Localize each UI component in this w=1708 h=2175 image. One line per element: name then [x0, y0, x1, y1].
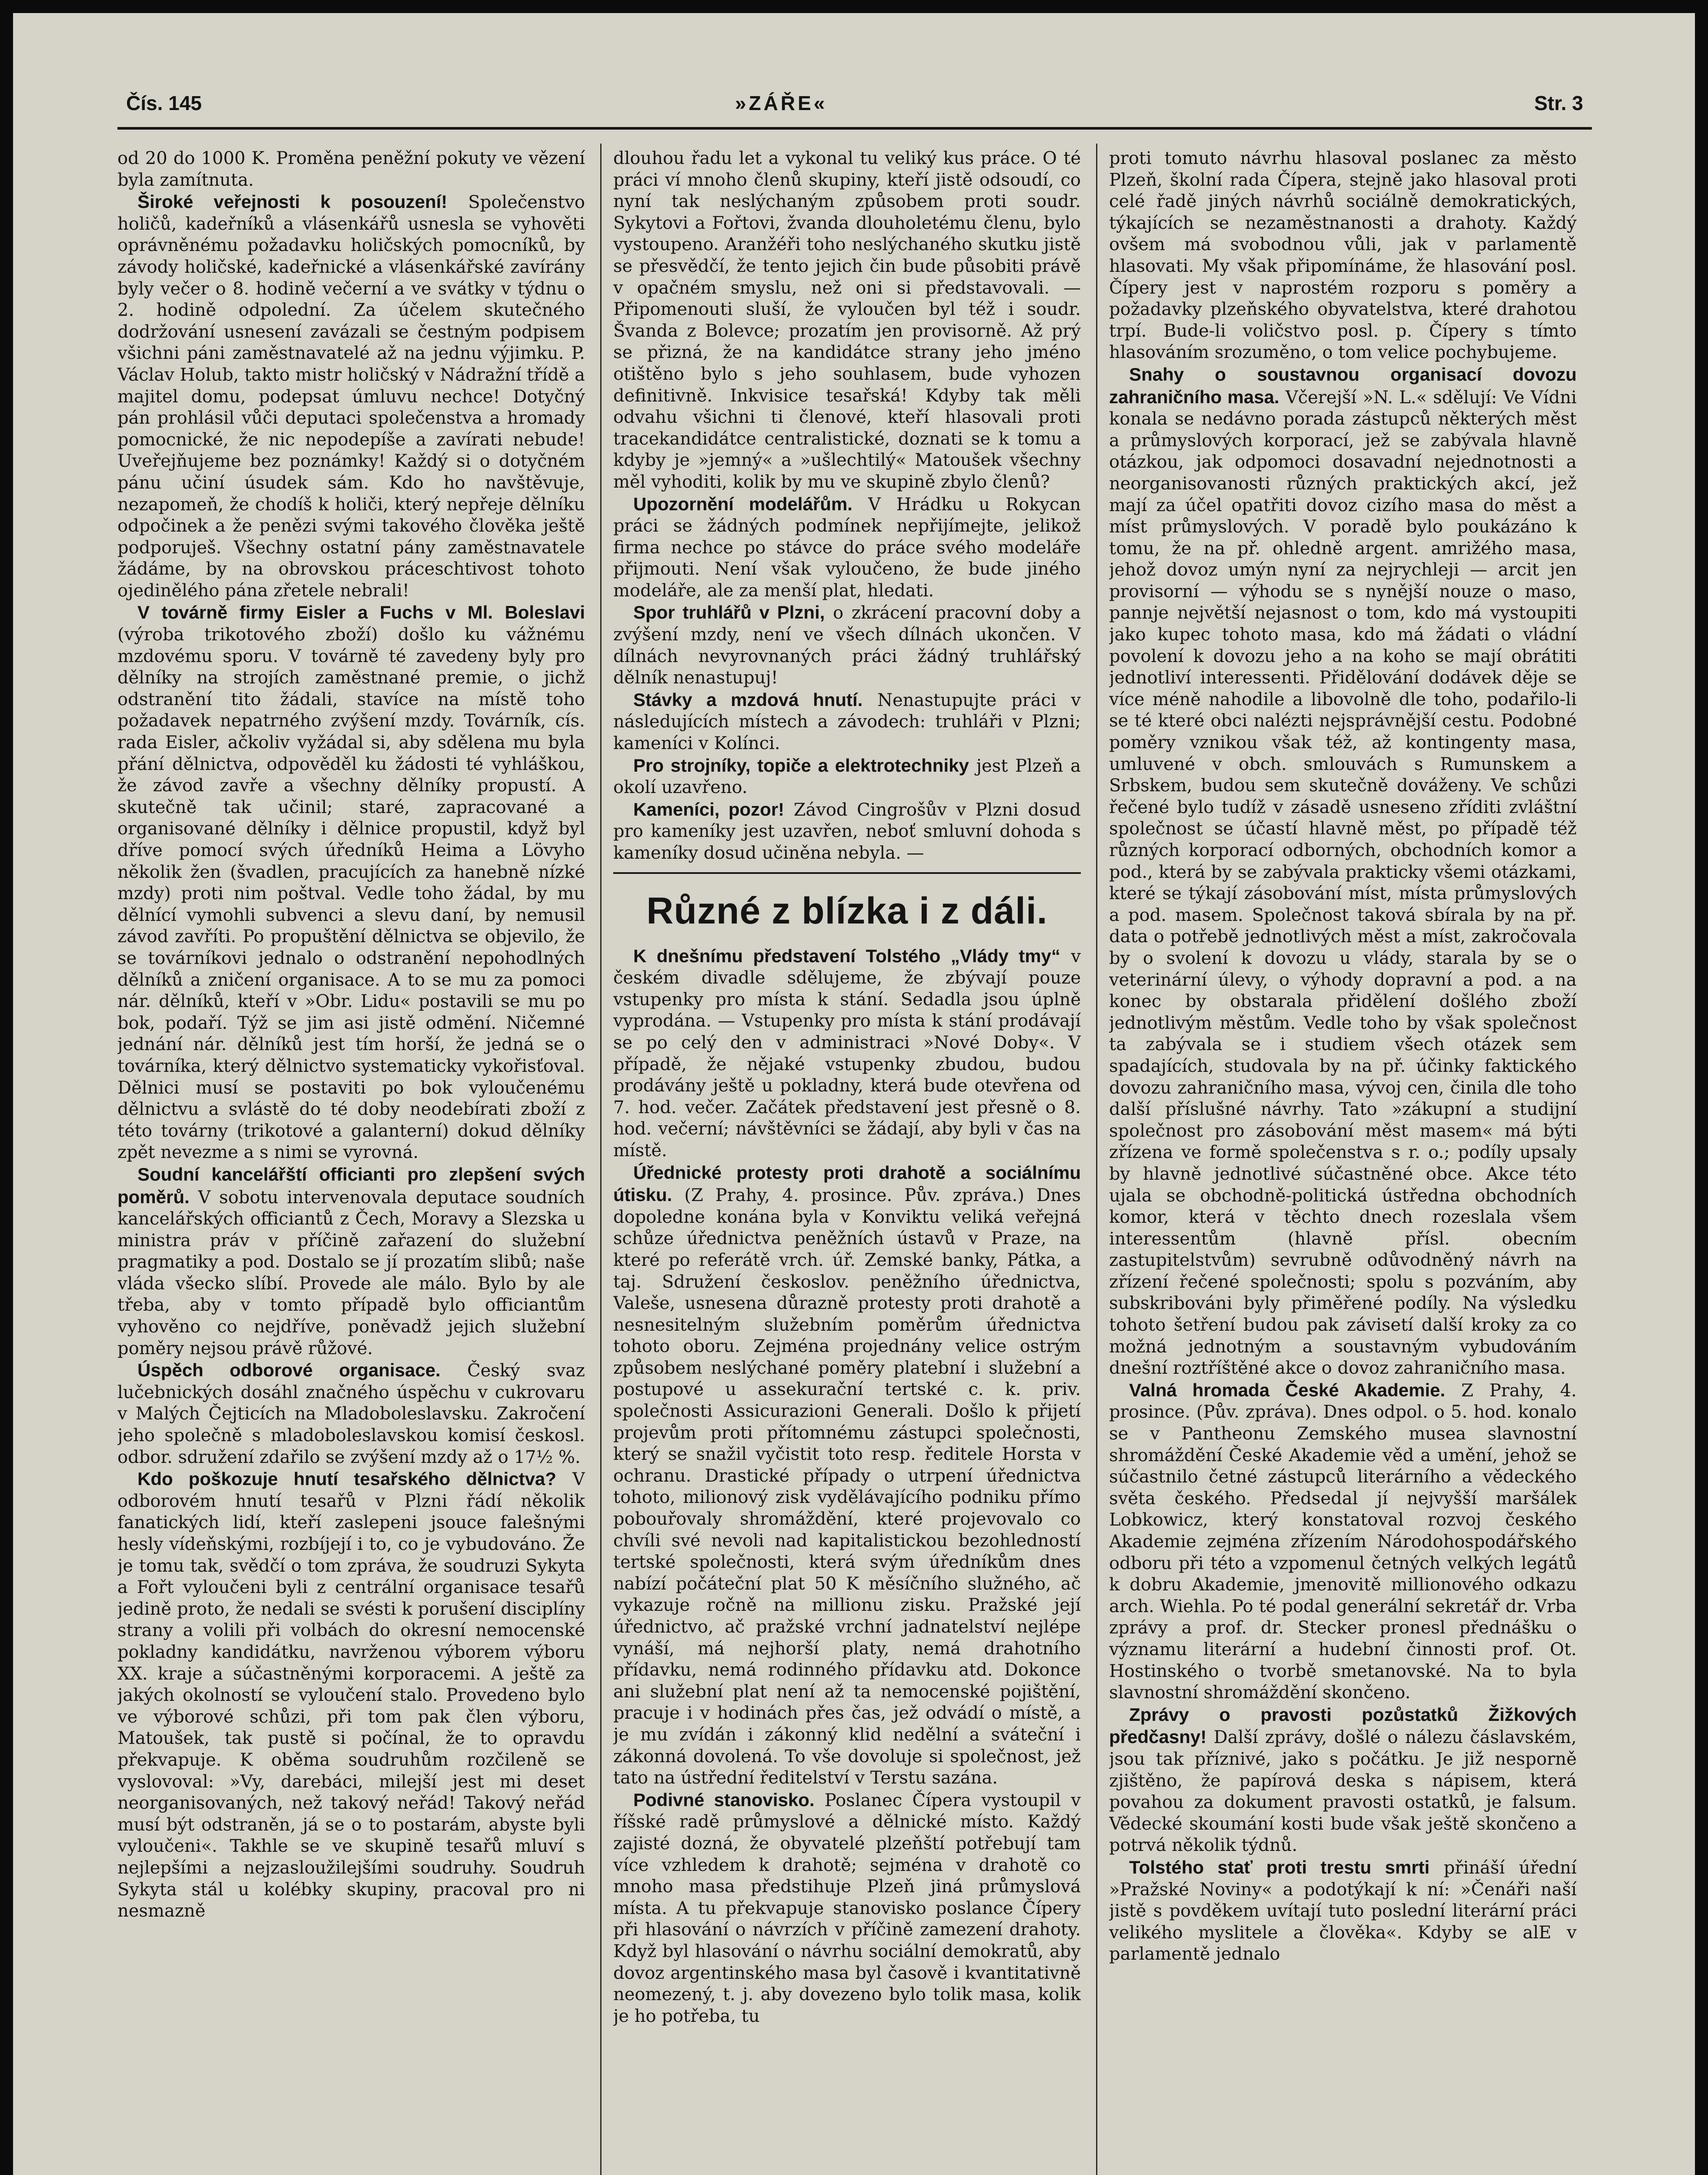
- article-heading: Podivné stanovisko.: [633, 1789, 815, 1810]
- article-text: Nenastupujte práci v následujících místech a závodech: truhláři v Plzni; kameníci v Kolínci.: [613, 690, 1081, 754]
- article-joiners: [613, 602, 1081, 689]
- article-court-officials: [117, 1164, 585, 1359]
- header-rule: [117, 127, 1592, 130]
- article-text: V sobotu intervenovala deputace soudních kancelářských officiantů z Čech, Moravy a Slezska u ministra práv v příčině zařazení do služební pragmatiky a pod. Dostalo se jí prozatím slibů; naše vláda všecko slíbí. Provede ale málo. Bylo by ale třeba, aby v tomto případě bylo officiantům vyhověno co nejdříve, poněvadž jejich služební poměry nejsou právě růžové.: [117, 1187, 585, 1359]
- column-1: [117, 148, 585, 2175]
- article-text: přináší úřední »Pražské Noviny« a podotýkají k ní: »Čenáři naší jistě s povděkem uvítají tuto poslední literární práci velikého myslitele a člověka«. Kdyby se alE v parlamentě jednalo: [1109, 1857, 1577, 1964]
- article-zizka-remains: [1109, 1704, 1577, 1857]
- page-number: Čís. 145: [126, 92, 202, 114]
- section-rule: [613, 872, 1081, 874]
- article-heading: Tolstého stať proti trestu smrti: [1129, 1857, 1430, 1877]
- article-text: Další zprávy, došlé o nálezu čáslavském, jsou tak příznivé, jako s počátku. Je již nesporně zjištěno, že papírová deska s nápisem, která povahou za dokument pravosti ostatků, je falsum. Vědecké skoumání kosti bude však ještě skončeno a potrvá několik týdnů.: [1109, 1727, 1577, 1856]
- article-union-success: [117, 1359, 585, 1468]
- article-heading: V továrně firmy Eisler a Fuchs v Ml. Boleslavi: [137, 602, 585, 623]
- article-heading: Pro strojníky, topiče a elektrotechniky: [633, 755, 969, 776]
- article-text: o zkrácení pracovní doby a zvýšení mzdy, není ve všech dílnách ukončen. V dílnách nevyrovnaných práci žádný truhlářský dělník nenastupuj!: [613, 603, 1081, 688]
- column-2: [613, 148, 1081, 2175]
- article-odd-stance: [613, 1789, 1081, 2028]
- article-tolstoy-essay: [1109, 1857, 1577, 1965]
- article-heading: Zprávy o pravosti pozůstatků Žižkových předčasny!: [1109, 1704, 1577, 1747]
- article-academy: [1109, 1379, 1577, 1704]
- article-text: dlouhou řadu let a vykonal tu veliký kus práce. O té práci ví mnoho členů skupiny, kteří jistě odsoudí, co nyní tak neslýchaným způsobem proti soudr. Sykytovi a Fořtovi, žvanda dlouholetému členu, bylo vystoupeno. Aranžéři toho neslýchaného skutku jistě se přesvědčí, že tento jejich čin bude působiti právě v opačném smyslu, než oni si představovali. — Připomenouti sluší, že vyloučen byl též i soudr. Švanda z Bolevce; prozatím jen provisorně. Až prý se přizná, že na kandidátce strany jeho jméno otištěno bylo s jeho souhlasem, bude vyhozen definitivně. Inkvisice tesařská! Kdyby tak měli odvahu všichni ti členové, kteří hlasovali proti tracekandidátce centralistické, doznati se k tomu a kdyby je »jemný« a »ušlechtilý« Matoušek všechny měl vyhoditi, kolik by mu ve skupině zbylo členů?: [613, 148, 1081, 492]
- article-text: V Hrádku u Rokycan práci se žádných podmínek nepřijímejte, jelikož firma nechce po stávce do práce svého modeláře přijmouti. Není však vyloučeno, že bude jiného modeláře, ale za menší plat, hledati.: [613, 494, 1081, 601]
- article-text: Závod Cingrošův v Plzni dosud pro kameníky jest uzavřen, neboť smluvní dohoda s kameníky dosud učiněna nebyla. —: [613, 800, 1081, 863]
- article-barber-shops: [117, 191, 585, 602]
- article-tolstoy-play: [613, 945, 1081, 1162]
- newspaper-title: »ZÁŘE«: [735, 92, 828, 114]
- section-title: Různé z blízka i z dáli.: [646, 890, 1048, 932]
- column-3: [1109, 148, 1577, 2175]
- article-heading: Úřednické protesty proti drahotě a sociálnímu útisku.: [613, 1162, 1081, 1205]
- article-clerks-protest: [613, 1162, 1081, 1789]
- newspaper-page: [13, 13, 1695, 2175]
- article-text: od 20 do 1000 K. Proměna peněžní pokuty ve vězení byla zamítnuta.: [117, 148, 585, 190]
- article-text: Z Prahy, 4. prosince. (Pův. zpráva). Dnes odpol. o 5. hod. konalo se v Pantheonu Zemského musea slavnostní shromáždění České Akademie věd a umění, jehož se súčastnilo četné zástupců literárního a vědeckého světa českého. Předsedal jí nejvyšší maršálek Lobkowicz, který konstatoval rozvoj českého Akademie zejména zřízením Národohospodářského odboru při této a vzpomenul četných velkých legátů k dobru Akademie, jmenovitě millionového odkazu arch. Wiehla. Po té podal generální sekretář dr. Vrba zprávy a prof. dr. Stecker pronesl přednášku o významu literární a hudební činnosti prof. Ot. Hostinského o tvorbě smetanovské. Na to byla slavnostní shromáždění skončeno.: [1109, 1380, 1577, 1703]
- article-eisler-fuchs: [117, 602, 585, 1163]
- article-text: A to se mu za pomoci nár. dělníků, kteří v »Obr. Lidu« postavili se mu po bok, podaří. Týž se jim asi jistě odmění. Ničemné jednání nár. dělníků jest tím horší, že jedná se o továrníka, který dělnictvo systematicky vykořisťoval. Dělnici musí se postaviti po bok vyloučenému dělnictvu a svlástě do té doby neodebírati zboží z této továrny (trikotové a galanterní) dokud dělníky zpět nevezme a s nimi se vyrovná.: [117, 970, 585, 1163]
- column-divider: [1096, 144, 1097, 2175]
- article-heading: Upozornění modelářům.: [633, 493, 852, 514]
- article-heading: Soudní kancelářští officianti pro zlepšení svých poměrů.: [117, 1164, 585, 1207]
- article-heading: Stávky a mzdová hnutí.: [633, 689, 863, 710]
- issue-number: Str. 3: [1534, 92, 1583, 114]
- page-header: [126, 91, 1583, 122]
- article-strikes: [613, 689, 1081, 755]
- article-stonemasons: [613, 799, 1081, 864]
- article-meat-import: [1109, 364, 1577, 1379]
- article-heading: Spor truhlářů v Plzni,: [633, 602, 825, 623]
- article-text: v českém divadle sdělujeme, že zbývají pouze vstupenky pro místa k stání. Sedadla jsou úplně vyprodána. — Vstupenky pro místa k stání prodávají se po celý den v administraci »Nové Doby«. V případě, že nějaké vstupenky zbudou, budou prodávány ještě u pokladny, která bude otevřena od 7. hod. večer. Začátek představení jest přesně o 8. hod. večerní; návštěvníci se žádají, aby byli v čas na místě.: [613, 946, 1081, 1161]
- article-heading: K dnešnímu představení Tolstého „Vlády tmy“: [633, 945, 1060, 966]
- article-text: proti tomuto návrhu hlasoval poslanec za město Plzeň, školní rada Čípera, stejně jako hlasoval proti celé řadě jiných návrhů sociálně demokratických, týkajících se nezaměstnanosti a drahoty. Každý ovšem má svobodnou vůli, jak v parlamentě hlasovati. My však připomínáme, že hlasování posl. Čípery jest v naprostém rozporu s poměry a požadavky plzeňského obyvatelstva, které drahotou trpí. Bude-li voličstvo posl. p. Čípery s tímto hlasováním srozuměno, o tom velice pochybujeme.: [1109, 148, 1577, 363]
- article-text: Včerejší »N. L.« sdělují: Ve Vídni konala se nedávno porada zástupců některých měst a průmyslových korporací, jež se zabývala hlavně otázkou, jak odpomoci dosavadní nejednotnosti a neorganisovanosti různých praktických akcí, jež mají za účel opatřiti dovoz cizího masa do měst a míst průmyslových. V poradě bylo poukázáno k tomu, že na př. ohledně argent. amrižého masa, jehož dovoz umýn nyní za nejrychleji — arcit jen provisorní — výhodu se s nynější nouze o maso, pannje největší nejasnost o tom, kdo má vystoupiti jako kupec tohoto masa, kdo má žádati o vládní povolení k dovozu jeho a na koho se mají obrátiti jednotliví interessenti. Přidělování dodávek děje se více méně nahodile a libovolně dle toho, podařilo-li se té které obci nalézti nejsprávnější cestu. Podobné poměry vznikou však též, až kontingenty masa, umluvené v obch. smlouvách s Rumunskem a Srbskem, budou sem skutečně dováženy. Ve schůzi řečené bylo tudíž v zásadě usneseno zříditi zvláštní společnost se účastí hlavně měst, po případě též různých korporací odborných, obchodních komor a pod., která by se zabývala prakticky všemi otázkami, které se týkají zásobování míst, místa průmyslových a pod. masem. Společnost taková sbírala by na př. data o potřebě jednotlivých měst a míst, zakročovala by o svolení k dovozu u vlády, starala by se o veterinární úlevy, o výhody dopravní a pod. a na konec by obstarala přidělení došlého zboží jednotlivým městům. Vedle toho by však společnost ta zabývala se i studiem všech otázek sem spadajících, studovala by na př. účinky faktického dovozu zahraničního masa, vývoj cen, činila dle toho další příslušné návrhy. Tato »zákupní a studijní společnost pro zásobování měst masem« má býti zřízena ve formě společenstva s r. o.; podíly upsaly by hlavně jednotlivé súčastněné obce. Akce této ujala se obchodně-politická ústředna obchodních komor, která v těchto dnech rozeslala všem interessentům (hlavně přísl. obecním zastupitelstvům) sevrubně odůvodněný návrh na zřízení řečené společnosti; spolu s pozváním, aby subskribováni byly přiměřené podíly. Na výsledku tohoto šetření budou pak závisetí další kroky za co možná jednotným a soustavným vybudováním dnešní roztříštěné akce o dovoz zahraničního masa.: [1109, 387, 1577, 1379]
- article-text: V odborovém hnutí tesařů v Plzni řádí několik fanatických lidí, kteří zaslepeni jsouce falešnými hesly vídeňskými, rozbíjejí i to, co je vybudováno. Že je tomu tak, svědčí o tom zpráva, že soudruzi Sykyta a Fořt vyloučeni byli z centrální organisace tesařů jedině proto, že nedali se svésti k porušení disciplíny strany a volili při volbách do okresní nemocenské pokladny kandidátku, navrženou výborem výboru XX. kraje a súčastněnými korporacemi. A ještě za jakých okolností se vyloučení stalo. Provedeno bylo ve výborové schůzi, při tom pak člen výboru, Matoušek, tak pustě si počínal, že to opravdu překvapuje. K oběma soudruhům rozčileně se vyslovoval: »Vy, darebáci, milejší jest mi deset neorganisovaných, než takový neřád! Takový neřád musí být odstraněn, já se o to postarám, abyste byli vyloučeni«. Takhle se ve skupině tesařů mluví s nejlepšími a nejzasloužilejšími soudruhy. Soudruh Sykyta stál u kolébky skupiny, pracoval pro ni nesmazně: [117, 1469, 585, 1921]
- article-text: Český svaz lučebnických dosáhl značného úspěchu v cukrovaru v Malých Čejticích na Mladoboleslavsku. Zakročení jeho společně s mladoboleslavskou komisí českosl. odbor. sdružení zdařilo se zvýšení mzdy až o 17½ %.: [117, 1361, 585, 1467]
- article-machinists: [613, 755, 1081, 799]
- article-heading: Široké veřejnosti k posouzení!: [137, 191, 448, 212]
- article-text: (Z Prahy, 4. prosince. Pův. zpráva.) Dnes dopoledne konána byla v Konviktu veliká veřejná schůze úřednictva peněžních ústavů v Praze, na které po referátě vrch. úř. Zemské banky, Pátka, a taj. Sdružení českoslov. peněžního úřednictva, Valeše, usnesena důrazně protesty proti drahotě a nesnesitelným služebním poměrům úřednictva tohoto oboru. Zejména projednány velice ostrým způsobem neslýchané poměry platební i služební a postupové u assekurační tertské c. k. priv. společnosti Assicurazioni Generali. Došlo k přijetí projevům proti přítomnému zástupci společnosti, který se snažil vyčistit toto resp. ředitele Horsta v ochranu. Drastické případy o utrpení úřednictva tohoto, milionový zisk vydělávajícího podniku přímo pobouřovaly shromáždění, které projevovalo co chvíli své nevoli nad kapitalistickou bezohledností tertské společnosti, která svým úředníkům dnes nabízí počáteční plat 50 K měsíčního služného, ač vykazuje ročně na millionu zisku. Pražské její úřednictvo, ač pražské vrchní jadnatelství nejlépe vynáší, má nejhorší platy, nemá drahotního přídavku, nemá rodinného přídavku atd. Dokonce ani služební plat není až ta nemocenské pojištění, pracuje i v hodinách přes čas, jež odvádí o místě, a je mu zvídán i zákonný klid nedělní a sváteční i zákonná dovolená. To vše dovoluje si společnost, jež tato na ústřední ředitelství v Terstu sazána.: [613, 1185, 1081, 1788]
- article-text: (výroba trikotového zboží) došlo ku vážnému mzdovému sporu. V továrně té zavedeny byly pro dělníky na strojích zaměstnané premie, o jichž odstranění tito žádali, stavíce na místě toho požadavek nepatrného zvýšení mzdy. Továrník, cís. rada Eisler, ačkoliv vyžádal si, aby sdělena mu byla přání dělnictva, odpověděl ku žádosti té vyhláškou, že závod zavře a všechny dělníky propustí. A skutečně tak učinil; staré, zapracované a organisované dělníky i dělnice propustil, když byl dříve pomocí svých úředníků Heima a Lövyho několik žen (švadlen, pracujících za hanebně nízké mzdy) proti nim poštval. Vedle toho žádal, by mu dělnící vymohli subvenci a slevu daní, by nemusil závod zavříti. Po propuštění dělnictva se objevilo, že se továrníkovi jednalo o odstranění nepohodlných dělníků a zničení organisace.: [117, 625, 585, 990]
- article-text: Poslanec Čípera vystoupil v říšské radě průmyslové a dělnické místo. Každý zajisté dozná, že obyvatelé plzeňští potřebují tam více vzhledem k drahotě; sejména v drahotě co mnoho masa předstihuje Plzeň jiná průmyslová místa. A tu překvapuje stanovisko poslance Čípery při hlasování o návrzích v příčině zamezení drahoty. Když byl hlasování o návrhu sociální demokratů, aby dovoz argentinského masa byl časově i kvantitativně neomezený, t. j. aby dovezeno bylo tolik masa, kolik je ho potřeba, tu: [613, 1790, 1081, 2026]
- article-modelers: [613, 493, 1081, 602]
- column-divider: [600, 144, 602, 2175]
- article-text: jest Plzeň a okolí uzavřeno.: [613, 756, 1081, 798]
- article-heading: Valná hromada České Akademie.: [1129, 1379, 1445, 1400]
- article-heading: Kameníci, pozor!: [633, 799, 785, 820]
- article-carpenters: [117, 1468, 585, 1922]
- article-heading: Úspěch odborové organisace.: [137, 1360, 441, 1381]
- article-heading: Kdo poškozuje hnutí tesařského dělnictva?: [137, 1469, 557, 1489]
- article-text: Společenstvo holičů, kadeřníků a vlásenkářů usnesla se vyhověti oprávněnému požadavku holičských pomocníků, by závody holičské, kadeřnické a vlásenkářské zavírány byly večer o 8. hodině večerní a ve svátky v týdnu o 2. hodině odpolední. Za účelem skutečného dodržování usnesení zavázali se čestným podpisem všichni páni zaměstnavatelé až na jednu výjimku. P. Václav Holub, takto mistr holičský v Nádražní třídě a majitel domu, podepsat úmluvu nechce! Dotyčný pán prohlásil vůči deputaci společenstva a hromady pomocnické, že nic nepodepíše a zavírati nebude! Uveřejňujeme bez poznámky! Každý si o dotyčném pánu učiní úsudek sám. Kdo ho navštěvuje, nezapomeň, že chodíš k holiči, který nepřeje dělníku odpočinek a že penězi svými takového člověka ještě podporuješ. Všechny ostatní pány zaměstnavatele žádáme, by na obrovskou práceschtivost tohoto ojedinělého pána zřetele nebrali!: [117, 192, 585, 601]
- article-heading: Snahy o soustavnou organisací dovozu zahraničního masa.: [1109, 364, 1577, 407]
